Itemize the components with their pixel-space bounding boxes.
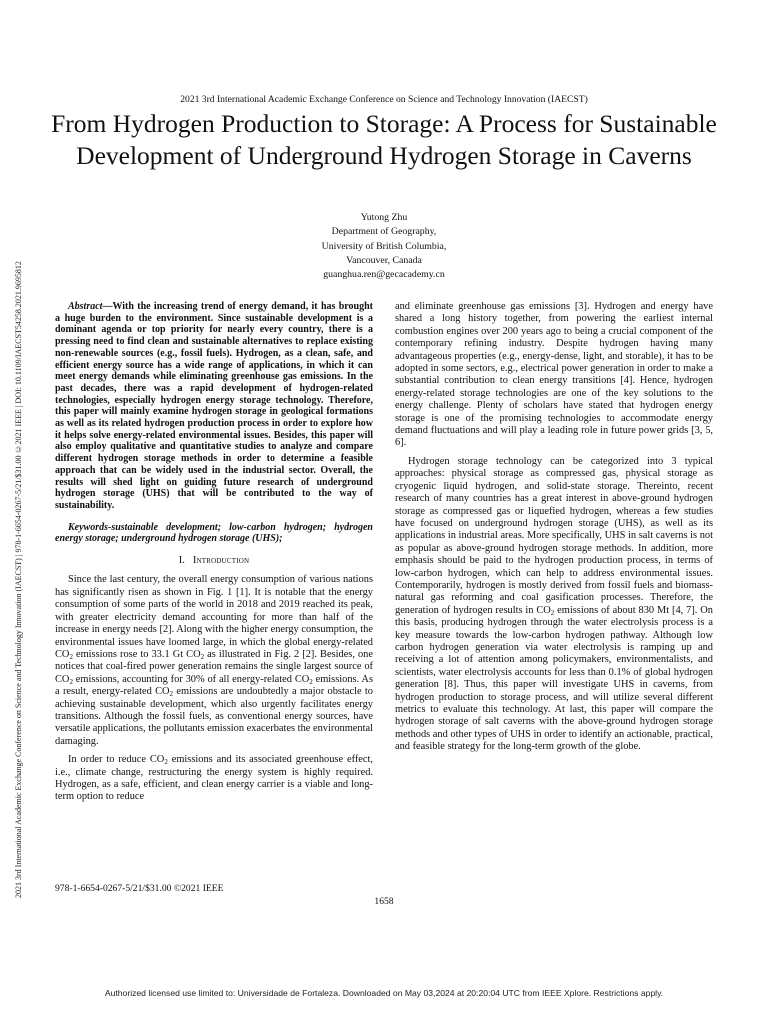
license-footer: Authorized licensed use limited to: Universidade de Fortaleza. Downloaded on May 03,2024 at 20:20:04 UTC from IEEE Xplore. Restrictions apply. xyxy=(104,988,664,998)
author-email: guanghua.ren@gecacademy.cn xyxy=(323,269,445,281)
author-name: Yutong Zhu xyxy=(360,212,408,223)
abstract xyxy=(55,301,373,512)
abstract-text: With the increasing trend of energy demand, it has brought a huge burden to the environment. Since sustainable development is a dominant agenda or top priority for nearly every country, there is a pressing need to find clean and sustainable alternatives to replace existing non-renewable sources (e.g., fossil fuels). Hydrogen, as a clean, safe, and efficient energy source has a wide range of applications, in which it can meet energy demands while eliminating greenhouse gas emissions. In the past decades, there was a rapid development of hydrogen-related technologies, especially hydrogen energy storage technology. Therefore, this paper will mainly examine hydrogen storage in geological formations as well as its related hydrogen production process in order to explore how it helps solve energy-related environmental issues. Besides, this paper will also employ qualitative and quantitative studies to analyze and compare different hydrogen storage methods in order to determine a feasible approach that can be widely used in the industrial sector. Overall, the results will shed light on guiding future research of underground hydrogen storage (UHS) that will be contributed to the way of sustainability. xyxy=(55,301,373,511)
intro-paragraph-1: Since the last century, the overall energy consumption of various nations has significantly risen as shown in Fig. 1 [1]. It is notable that the energy consumption of some parts of the world in 2018 and 2019 reached its peak, with greater electricity demand accounting for more than half of the increase in energy needs [2]. Along with the higher energy consumption, the environmental issues have loomed large, in which the global energy-related $CO_2$ emissions rose to 33.1 Gt $CO_2$ as illustrated in Fig. 2 [2]. Besides, one notices that coal-fired power generation remains the single largest source of $CO_2$ emissions, accounting for 30% of all energy-related $CO_2$ emissions. As a result, energy-related $CO_2$ emissions are undoubtedly a major obstacle to achieving sustainable development, which also urgently facilitates energy transitions. Although the fossil fuels, as conventional energy sources, have versatile applications, the pollutants emission exacerbates the environmental damaging. xyxy=(55,574,373,747)
paper-title: From Hydrogen Production to Storage: A Process for Sustainable Development of Underground Hydrogen Storage in Caverns xyxy=(51,109,717,170)
copyright-notice: 978-1-6654-0267-5/21/$31.00 ©2021 IEEE xyxy=(55,883,224,894)
section-title: Introduction xyxy=(192,555,250,567)
author-department: Department of Geography, xyxy=(331,226,437,238)
keywords: Keywords-sustainable development; low-carbon hydrogen; hydrogen energy storage; underground hydrogen storage (UHS); xyxy=(55,521,373,545)
intro-paragraph-3: and eliminate greenhouse gas emissions [3]. Hydrogen and energy have shared a long history together, from powering the earliest internal combustion engines over 200 years ago to being a crucial component of the contemporary refining industry. Despite hydrogen having many advantageous properties (e.g., energy-dense, light, and storable), it has to be adopted in some sectors, e.g., electrical power generation in order to make a substantial contribution to clean energy transitions [4]. Hence, hydrogen energy-related storage technologies are one of the key solutions to the energy challenge. Plenty of scholars have stated that hydrogen energy storage is one of the promising technologies to accommodate energy demand fluctuations and will play a leading role in future power grids [3, 5, 6]. xyxy=(395,301,713,449)
abstract-label: Abstract xyxy=(68,301,103,312)
author-university: University of British Columbia, xyxy=(321,240,447,252)
right-column xyxy=(395,301,713,760)
doi-sidebar: 2021 3rd International Academic Exchange Conference on Science and Technology Innovation (IAECST) | 978-1-6654-0267-5/21/$31.00 ©2021 IEEE | DOI: 10.1109/IAECST54258.2021.9695812 xyxy=(14,261,23,898)
author-city: Vancouver, Canada xyxy=(346,254,422,266)
section-heading-introduction xyxy=(55,555,373,567)
section-number: I. xyxy=(178,555,185,567)
abstract-dash: — xyxy=(102,301,113,312)
intro-paragraph-2: In order to reduce $CO_2$ emissions and its associated greenhouse effect, i.e., climate change, restructuring the energy system is highly required. Hydrogen, as a safe, efficient, and clean energy carrier is a viable and long-term option to reduce xyxy=(55,754,374,803)
page-number: 1658 xyxy=(374,896,394,907)
conference-header: 2021 3rd International Academic Exchange Conference on Science and Technology Innovation (IAECST) xyxy=(180,94,588,105)
left-column xyxy=(55,301,373,810)
author-block xyxy=(200,211,568,282)
intro-paragraph-4: Hydrogen storage technology can be categorized into 3 typical approaches: physical storage as compressed gas, physical storage as cryogenic liquid hydrogen, and solid-state storage. Thereinto, recent research of many countries has a great interest in above-ground hydrogen storage as compressed gas or liquefied hydrogen, whereas a few studies have focused on underground hydrogen storage (UHS), as well as its applications in industrial areas. More specifically, UHS in salt caverns is not as popular as above-ground hydrogen storage methods. In addition, more emphasis should be paid to the hydrogen production process, in terms of low-carbon hydrogen, which can help to address environmental issues. Contemporarily, hydrogen is mostly derived from fossil fuels and biomass-natural gas reforming and coal gasification processes. Therefore, the generation of hydrogen results in $CO_2$ emissions of about 830 Mt [4, 7]. On this basis, producing hydrogen through the water electrolysis process is a key measure towards the low-carbon hydrogen pathway. Although low carbon hydrogen generation via water electrolysis is ramping up and receiving a lot of attention among policymakers, environmentalists, and scientists, water electrolysis accounts for less than 0.1% of global hydrogen generation [8]. Thus, this paper will investigate UHS in caverns, from hydrogen production to storage process, and will utilize several different metrics to evaluate this technology. At last, this paper will compare the hydrogen storage of salt caverns with the above-ground hydrogen storage methods and other types of UHS in order to identify an actionable, practical, and feasible strategy for the long-term growth of the globe. xyxy=(395,455,713,753)
